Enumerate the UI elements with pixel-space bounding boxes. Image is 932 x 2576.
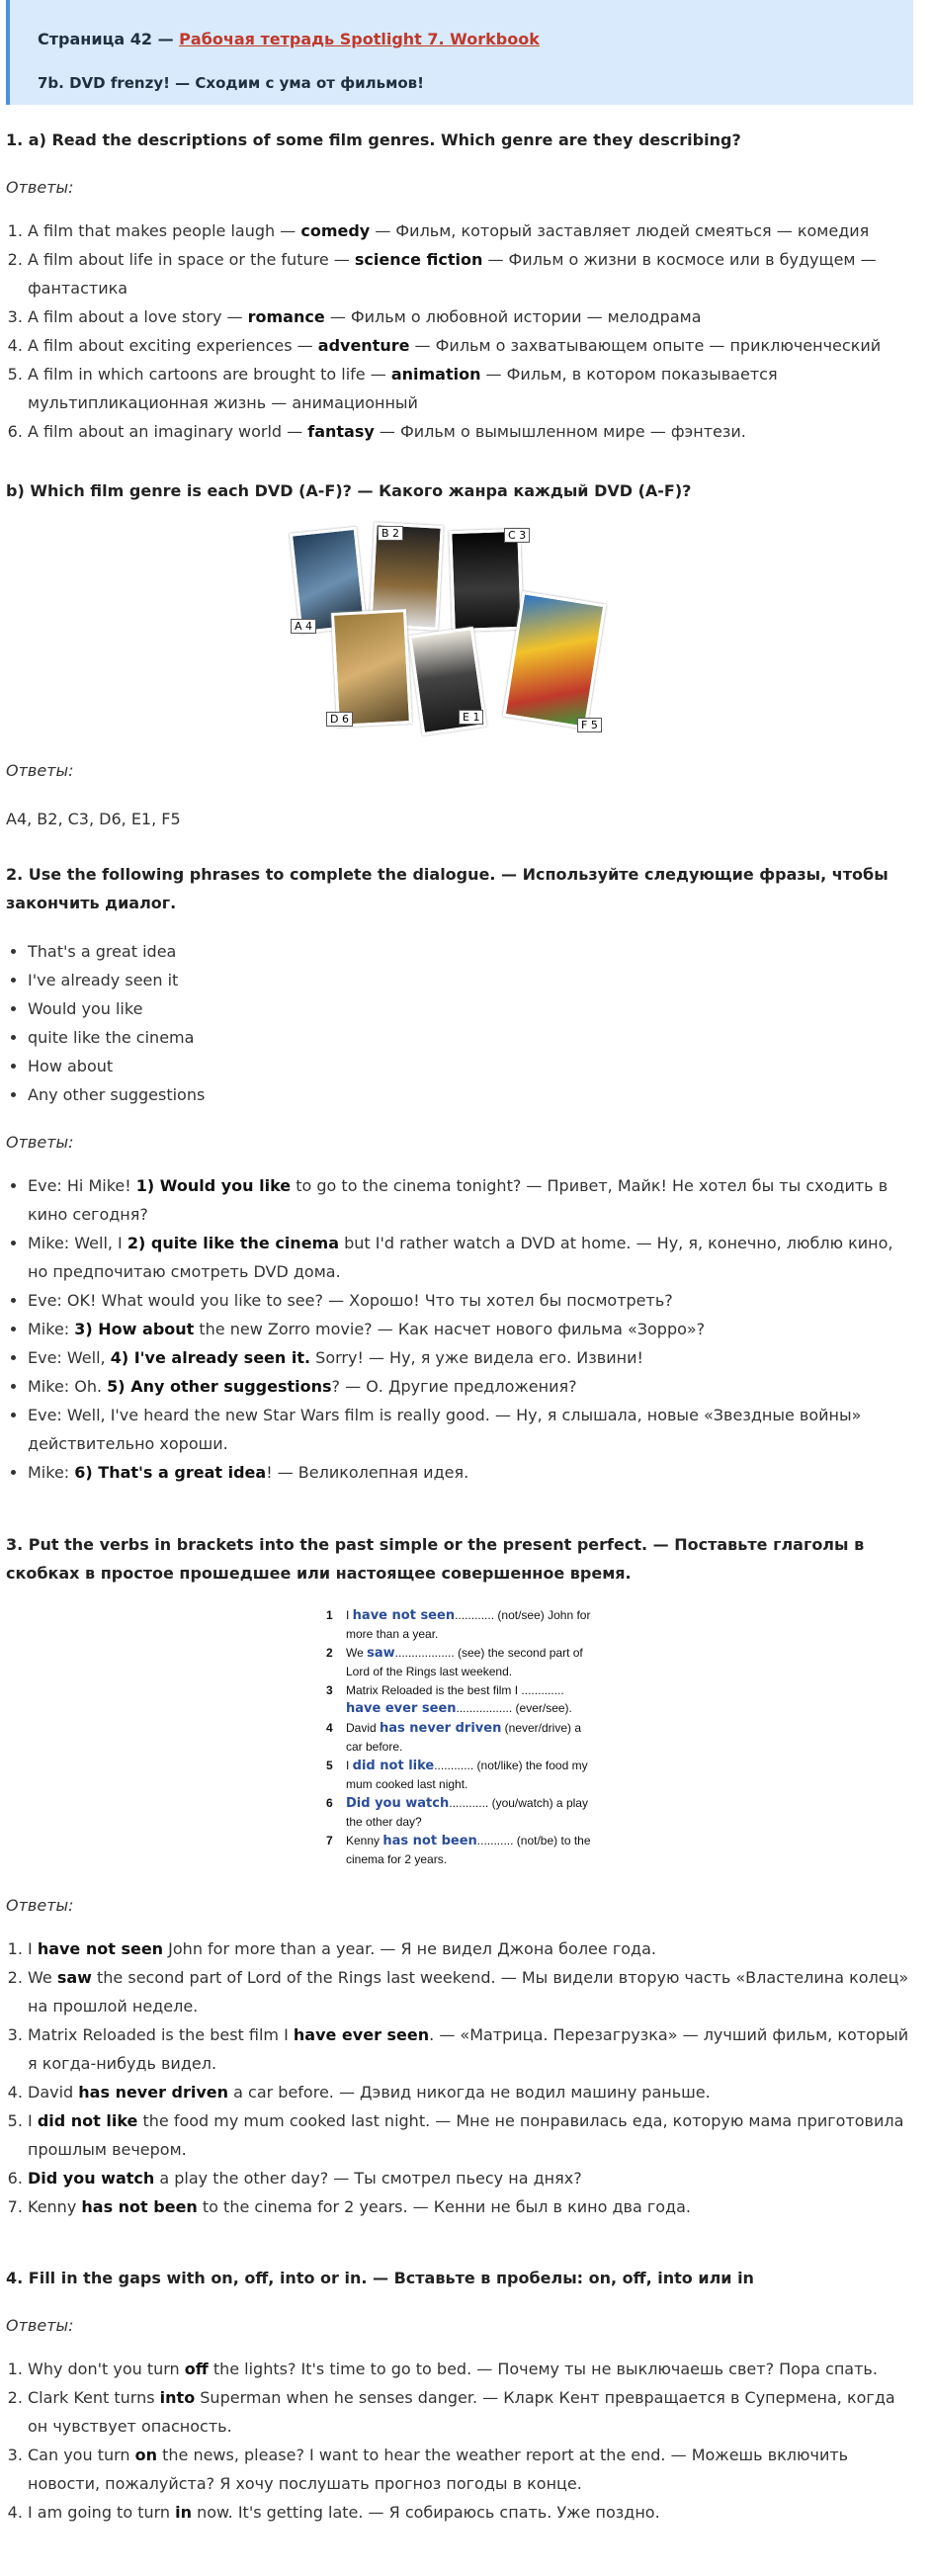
list-item: 4. David has never driven a car before. — Дэвид никогда не водил машину раньше. — [28, 2078, 915, 2106]
dvd-answer-text: A4, B2, C3, D6, E1, F5 — [6, 810, 181, 828]
list-item: 3. Matrix Reloaded is the best film I have ever seen. — «Матрица. Перезагрузка» — лучший фильм, который я когда-нибудь видел. — [28, 2020, 915, 2078]
dvd-cover-f — [503, 591, 607, 730]
list-item: 1. A film that makes people laugh — comedy — Фильм, который заставляет людей смеяться — комедия — [28, 216, 915, 245]
page-number: Страница 42 — — [38, 30, 180, 48]
list-item: 4. A film about exciting experiences — adventure — Фильм о захватывающем опыте — приключенческий — [28, 331, 915, 360]
answers-label: Ответы: — [6, 2316, 74, 2335]
exercise-3-answers — [6, 1896, 915, 2221]
list-item: • Eve: OK! What would you like to see? — Хорошо! Что ты хотел бы посмотреть? — [28, 1286, 915, 1315]
list-item: 4. I am going to turn in now. It's getting late. — Я собираюсь спать. Уже поздно. — [28, 2498, 915, 2527]
exercise-2 — [6, 860, 915, 1487]
exercise-2-heading: 2. Use the following phrases to complete the dialogue. — Используйте следующие фразы, чтобы закончить диалог. — [6, 865, 889, 912]
list-item: 2. A film about life in space or the future — science fiction — Фильм о жизни в космосе или в будущем — фантастика — [28, 245, 915, 302]
dialogue-list — [6, 1171, 915, 1487]
list-item: • Any other suggestions — [28, 1080, 915, 1109]
list-item: 1. Why don't you turn off the lights? It's time to go to bed. — Почему ты не выключаешь свет? Пора спать. — [28, 2355, 915, 2383]
exercise-1b-heading: b) Which film genre is each DVD (A-F)? — Какого жанра каждый DVD (A-F)? — [6, 481, 692, 500]
list-item: • I've already seen it — [28, 966, 915, 994]
answers-label: Ответы: — [6, 761, 74, 780]
exercise-4 — [6, 2264, 915, 2527]
header-title — [38, 30, 913, 48]
dvd-label-e: E 1 — [459, 710, 483, 725]
exercise-1b — [6, 476, 915, 505]
workbook-link[interactable]: Рабочая тетрадь Spotlight 7. Workbook — [179, 30, 540, 48]
list-item: 6. Did you watch a play the other day? — Ты смотрел пьесу на днях? — [28, 2164, 915, 2192]
dvd-label-a: A 4 — [291, 619, 316, 634]
list-item: • Mike: Well, I 2) quite like the cinema but I'd rather watch a DVD at home. — Ну, я, конечно, люблю кино, но предпочитаю смотреть DVD дома. — [28, 1229, 915, 1286]
list-item: • Eve: Hi Mike! 1) Would you like to go to the cinema tonight? — Привет, Майк! Не хотел бы ты сходить в кино сегодня? — [28, 1171, 915, 1229]
list-item: 3. A film about a love story — romance — Фильм о любовной истории — мелодрама — [28, 302, 915, 331]
list-item: 5. I did not like the food my mum cooked last night. — Мне не понравилась еда, которую мама приготовила прошлым вечером. — [28, 2106, 915, 2164]
genre-answer-list — [6, 216, 915, 446]
lesson-subtitle: 7b. DVD frenzy! — Сходим с ума от фильмов! — [38, 74, 424, 92]
list-item: 3. Can you turn on the news, please? I want to hear the weather report at the end. — Можешь включить новости, пожалуйста? Я хочу послушать прогноз погоды в конце. — [28, 2441, 915, 2498]
list-item: • quite like the cinema — [28, 1023, 915, 1052]
list-item: • Mike: Oh. 5) Any other suggestions? — О. Другие предложения? — [28, 1372, 915, 1401]
list-item: • Eve: Well, 4) I've already seen it. Sorry! — Ну, я уже видела его. Извини! — [28, 1343, 915, 1372]
answers-label: Ответы: — [6, 1896, 74, 1915]
list-item: • Mike: 3) How about the new Zorro movie? — Как насчет нового фильма «Зорро»? — [28, 1315, 915, 1343]
dvd-covers-image — [291, 522, 627, 743]
dvd-label-f: F 5 — [577, 718, 602, 732]
dvd-cover-c — [449, 529, 524, 632]
answers-label: Ответы: — [6, 178, 74, 197]
list-item: 7. Kenny has not been to the cinema for 2 years. — Кенни не был в кино два года. — [28, 2192, 915, 2221]
list-item: 2. We saw the second part of Lord of the Rings last weekend. — Мы видели вторую часть «Властелина колец» на прошлой неделе. — [28, 1963, 915, 2020]
dvd-label-d: D 6 — [326, 712, 353, 727]
exercise-4-heading: 4. Fill in the gaps with on, off, into or in. — Вставьте в пробелы: on, off, into или in — [6, 2269, 754, 2287]
exercise-3 — [6, 1530, 915, 1588]
page-header — [6, 0, 913, 105]
list-item: 2. Clark Kent turns into Superman when he senses danger. — Кларк Кент превращается в Супермена, когда он чувствует опасность. — [28, 2383, 915, 2441]
dvd-cover-d — [331, 609, 412, 728]
exercise-3-heading: 3. Put the verbs in brackets into the past simple or the present perfect. — Поставьте глаголы в скобках в простое прошедшее или настоящее совершенное время. — [6, 1535, 865, 1583]
list-item: • Would you like — [28, 994, 915, 1023]
exercise-1a — [6, 126, 915, 446]
answers-label: Ответы: — [6, 1133, 74, 1152]
verb-answer-list — [6, 1934, 915, 2221]
dvd-label-b: B 2 — [378, 526, 403, 541]
list-item: 1. I have not seen John for more than a year. — Я не видел Джона более года. — [28, 1934, 915, 1963]
list-item: • Eve: Well, I've heard the new Star Wars film is really good. — Ну, я слышала, новые «Звездные войны» действительно хороши. — [28, 1401, 915, 1458]
exercise-3-image: 1 I have not seen............ (not/see) John for more than a year. 2 We saw.................. (see) the second part of Lord of the Rings last weekend. 3 Matrix Reloaded is the best film I ............. have ever seen................. (ever/see). 4 David has never driven (never/drive) a car before. 5 I did not like............ (not/like) the food my mum cooked last night. 6 Did you watch............ (you/watch) a play the other day? 7 Kenny has not been........... (not/be) to the cinema for 2 years. — [326, 1608, 591, 1866]
list-item: • Mike: 6) That's a great idea! — Великолепная идея. — [28, 1458, 915, 1487]
exercise-1b-answers — [6, 761, 915, 828]
list-item: 6. A film about an imaginary world — fantasy — Фильм о вымышленном мире — фэнтези. — [28, 417, 915, 446]
list-item: • How about — [28, 1052, 915, 1080]
list-item: 5. A film in which cartoons are brought to life — animation — Фильм, в котором показывается мультипликационная жизнь — анимационный — [28, 360, 915, 417]
dvd-label-c: C 3 — [504, 528, 530, 543]
phrase-list — [6, 937, 915, 1109]
preposition-answer-list — [6, 2355, 915, 2527]
exercise-1a-heading: 1. a) Read the descriptions of some film genres. Which genre are they describing? — [6, 130, 741, 149]
list-item: • That's a great idea — [28, 937, 915, 966]
